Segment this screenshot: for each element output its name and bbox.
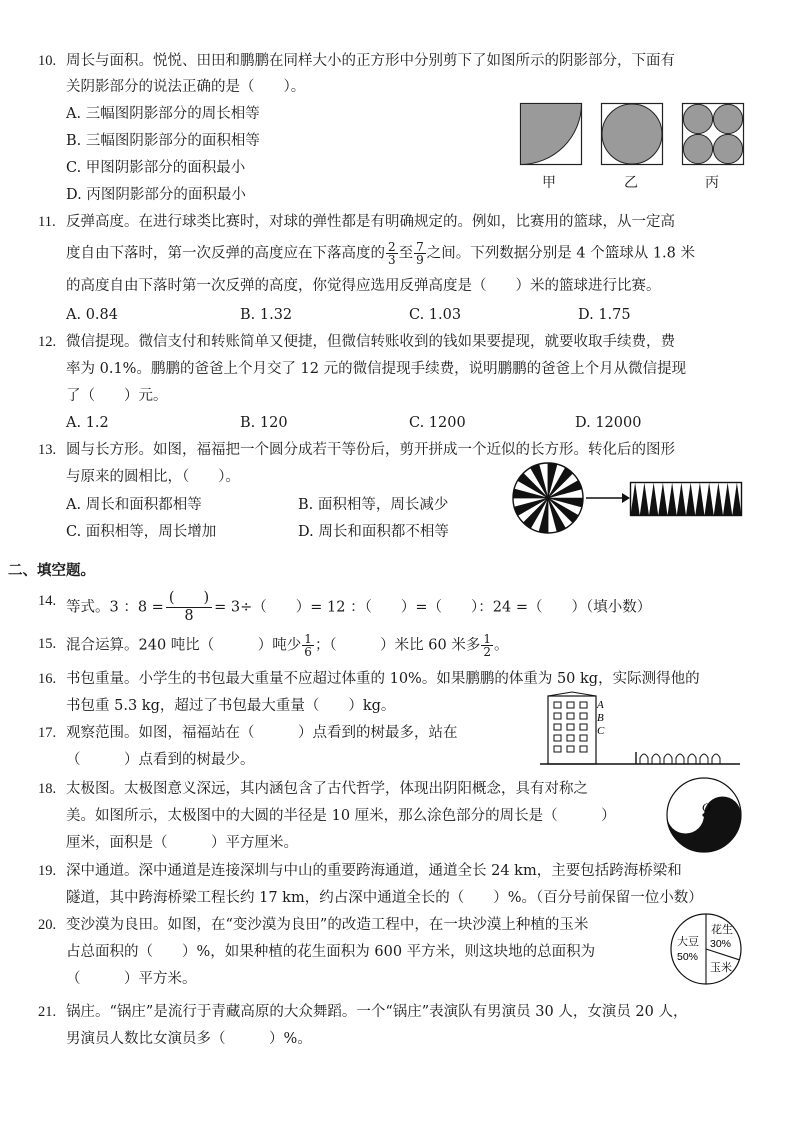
q20-dou-label: 大豆 xyxy=(677,935,699,948)
q10-text-1: 周长与面积。悦悦、田田和鹏鹏在同样大小的正方形中分别剪下了如图所示的阴影部分，下面有 xyxy=(66,53,675,69)
q13-option-d: D. 周长和面积都不相等 xyxy=(298,524,449,540)
q13-option-b: B. 面积相等，周长减少 xyxy=(298,497,449,513)
q15-fraction-2: $\frac{1}{2}$ xyxy=(483,632,491,659)
q17-text-2: （ ）点看到的树最少。 xyxy=(66,752,255,768)
q14-fraction: $\frac{( )}{8}$ xyxy=(166,590,212,625)
q10-option-d: D. 丙图阴影部分的面积最小 xyxy=(66,187,246,203)
q21-text-1: 锅庄。“锅庄”是流行于青藏高原的大众舞蹈。一个“锅庄”表演队有男演员 30 人，女演员 20 人， xyxy=(66,1004,688,1020)
q10-option-b: B. 三幅图阴影部分的面积相等 xyxy=(66,133,260,149)
q13-rectangle-figure xyxy=(630,482,742,516)
q17-point-c: C xyxy=(597,725,605,737)
q18-taiji-figure xyxy=(665,776,743,854)
q10-figure-bing xyxy=(682,103,744,165)
q12-text-2: 率为 0.1%。鹏鹏的爸爸上个月交了 12 元的微信提现手续费，说明鹏鹏的爸爸上个月从微信提现 xyxy=(66,361,687,377)
q15-fraction-1: $\frac{1}{6}$ xyxy=(304,632,312,659)
q20-number: 20. xyxy=(38,917,57,933)
q18-text-1: 太极图。太极图意义深远，其内涵包含了古代哲学，体现出阴阳概念，具有对称之 xyxy=(66,781,588,797)
q13-circle-sectors-figure xyxy=(512,462,584,534)
q17-point-b: B xyxy=(597,712,604,724)
rectangle-sector xyxy=(705,483,714,516)
q13-number: 13. xyxy=(38,442,57,458)
q13-arrow xyxy=(586,490,630,506)
q16-number: 16. xyxy=(38,671,57,687)
q11-option-a: A. 0.84 xyxy=(66,307,118,323)
q21-number: 21. xyxy=(38,1004,57,1020)
q10-text-2: 关阴影部分的说法正确的是（ ）。 xyxy=(66,79,306,95)
q15-text-c: 。 xyxy=(494,637,509,654)
q12-option-b: B. 120 xyxy=(240,415,288,431)
q17-number: 17. xyxy=(38,725,57,741)
q10-option-a: A. 三幅图阴影部分的周长相等 xyxy=(66,106,260,122)
q13-text-2: 与原来的圆相比，（ ）。 xyxy=(66,469,240,485)
q10-figure-jia xyxy=(520,103,582,165)
q18-center-label: O xyxy=(702,800,711,814)
q15-text-b: ；（ ）米比 60 米多 xyxy=(314,637,481,654)
section-fill-in-title: 二、填空题。 xyxy=(8,562,95,579)
q12-number: 12. xyxy=(38,334,57,350)
q13-option-a: A. 周长和面积都相等 xyxy=(66,497,202,513)
q20-yumi-label: 玉米 xyxy=(710,961,732,974)
q16-text-2: 书包重 5.3 kg，超过了书包最大重量（ ）kg。 xyxy=(66,698,396,714)
q15-text xyxy=(66,633,509,658)
q12-text-1: 微信提现。微信支付和转账简单又便捷，但微信转账收到的钱如果要提现，就要收取手续费，费 xyxy=(66,334,675,350)
rectangle-sector xyxy=(640,483,649,516)
q10-option-c: C. 甲图阴影部分的面积最小 xyxy=(66,160,246,176)
q10-label-jia: 甲 xyxy=(542,175,556,191)
rectangle-sector xyxy=(695,483,704,516)
q20-hua-pct: 30% xyxy=(710,938,732,950)
q11-fraction-2: $\frac{7}{9}$ xyxy=(416,240,424,267)
q12-option-d: D. 12000 xyxy=(575,415,642,431)
q18-text-3: 厘米，面积是（ ）平方厘米。 xyxy=(66,835,298,851)
q21-text-2: 男演员人数比女演员多（ ）%。 xyxy=(66,1031,312,1047)
q13-text-1: 圆与长方形。如图，福福把一个圆分成若干等份后，剪开拼成一个近似的长方形。转化后的图形 xyxy=(66,442,675,458)
q11-text-2c: 之间。下列数据分别是 4 个篮球从 1.8 米 xyxy=(426,245,696,262)
q18-number: 18. xyxy=(38,781,57,797)
rectangle-sector xyxy=(677,483,686,516)
q12-option-c: C. 1200 xyxy=(409,415,466,431)
q17-building-trees-figure xyxy=(540,692,740,768)
q19-number: 19. xyxy=(38,863,57,879)
q14-text-a: 等式。3 ：8 = xyxy=(66,599,164,616)
q13-option-c: C. 面积相等，周长增加 xyxy=(66,524,217,540)
q10-number: 10. xyxy=(38,53,57,69)
q11-fraction-1: $\frac{2}{3}$ xyxy=(388,240,396,267)
q11-option-c: C. 1.03 xyxy=(409,307,462,323)
q17-text-1: 观察范围。如图，福福站在（ ）点看到的树最多，站在 xyxy=(66,725,458,741)
q11-option-d: D. 1.75 xyxy=(578,307,631,323)
q11-text-2a: 度自由下落时，第一次反弹的高度应在下落高度的 xyxy=(66,245,385,262)
q19-text-1: 深中通道。深中通道是连接深圳与中山的重要跨海通道，通道全长 24 km，主要包括跨海桥梁和 xyxy=(66,863,682,879)
q16-text-1: 书包重量。小学生的书包最大重量不应超过体重的 10%。如果鹏鹏的体重为 50 kg，实际测得他的 xyxy=(66,671,700,687)
q20-text-2: 占总面积的（ ）%，如果种植的花生面积为 600 平方米，则这块地的总面积为 xyxy=(66,944,596,960)
rectangle-sector xyxy=(631,483,640,516)
q20-pie-figure xyxy=(669,912,743,986)
rectangle-sector xyxy=(649,483,658,516)
q20-text-1: 变沙漠为良田。如图，在“变沙漠为良田”的改造工程中，在一块沙漠上种植的玉米 xyxy=(66,917,589,933)
q12-text-3: 了（ ）元。 xyxy=(66,388,168,404)
rectangle-sector xyxy=(668,483,677,516)
q10-figure-yi xyxy=(601,103,663,165)
rectangle-sector xyxy=(714,483,723,516)
q11-text-2b: 至 xyxy=(398,245,414,262)
q11-number: 11. xyxy=(38,214,56,230)
q14-text-b: = 3÷（ ）= 12 ：（ ）=（ ）：24 =（ ）（填小数） xyxy=(214,599,652,616)
q17-point-a: A xyxy=(597,699,604,711)
q14-text xyxy=(66,590,651,625)
q11-text-1: 反弹高度。在进行球类比赛时，对球的弹性都是有明确规定的。例如，比赛用的篮球，从一定高 xyxy=(66,214,675,230)
q11-text-3: 的高度自由下落时第一次反弹的高度，你觉得应选用反弹高度是（ ）米的篮球进行比赛。 xyxy=(66,278,661,294)
q19-text-2: 隧道，其中跨海桥梁工程长约 17 km，约占深中通道全长的（ ）%。（百分号前保留一位小数） xyxy=(66,890,703,906)
q12-option-a: A. 1.2 xyxy=(66,415,109,431)
q11-option-b: B. 1.32 xyxy=(240,307,293,323)
q10-label-yi: 乙 xyxy=(624,175,638,191)
q20-text-3: （ ）平方米。 xyxy=(66,971,197,987)
q20-hua-label: 花生 xyxy=(711,923,733,936)
q15-text-a: 混合运算。240 吨比（ ）吨少 xyxy=(66,637,302,654)
rectangle-sector xyxy=(732,483,741,516)
rectangle-sector xyxy=(723,483,732,516)
q20-dou-pct: 50% xyxy=(677,951,699,963)
q14-number: 14. xyxy=(38,593,57,609)
q10-label-bing: 丙 xyxy=(705,175,719,191)
q15-number: 15. xyxy=(38,636,57,652)
rectangle-sector xyxy=(658,483,667,516)
q11-text-2 xyxy=(66,241,695,266)
q18-text-2: 美。如图所示，太极图中的大圆的半径是 10 厘米，那么涂色部分的周长是（ ） xyxy=(66,808,616,824)
rectangle-sector xyxy=(686,483,695,516)
